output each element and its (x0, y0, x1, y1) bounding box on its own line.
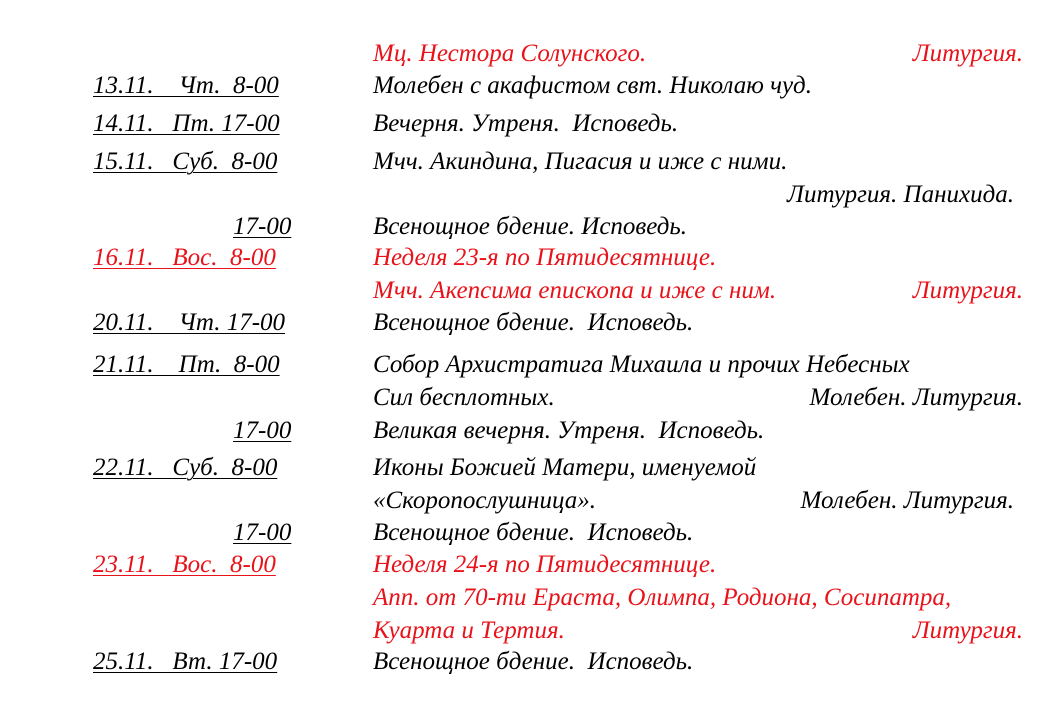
entry-text-continued: Куарта и Тертия. (373, 617, 565, 644)
entry-text: Всенощное бдение. Исповедь. (373, 648, 694, 675)
entry-time: 17-00 (233, 213, 292, 240)
service-label: Литургия. (912, 40, 1023, 67)
service-label: Литургия. Панихида. (787, 181, 1014, 208)
entry-date: 15.11. Суб. 8-00 (93, 148, 278, 175)
entry-date: 22.11. Суб. 8-00 (93, 454, 278, 481)
entry-date: 13.11. Чт. 8-00 (93, 72, 279, 99)
entry-text: Всенощное бдение. Исповедь. (373, 213, 688, 240)
entry-text: Иконы Божией Матери, именуемой (373, 454, 757, 481)
entry-date: 25.11. Вт. 17-00 (93, 648, 278, 675)
entry-time: 17-00 (233, 519, 292, 546)
service-label: Молебен. Литургия. (809, 384, 1023, 411)
entry-date: 14.11. Пт. 17-00 (93, 110, 280, 137)
entry-text: Неделя 24-я по Пятидесятнице. (373, 551, 717, 578)
entry-text: Мц. Нестора Солунского. (373, 40, 647, 67)
entry-date: 20.11. Чт. 17-00 (93, 309, 286, 336)
service-label: Молебен. Литургия. (800, 487, 1014, 514)
entry-text: Великая вечерня. Утреня. Исповедь. (373, 417, 765, 444)
entry-text: Неделя 23-я по Пятидесятнице. (373, 244, 717, 271)
entry-text-continued: Апп. от 70-ти Ераста, Олимпа, Родиона, Сосипатра, (373, 584, 952, 611)
entry-text-continued: Мчч. Акепсима епископа и иже с ним. (373, 277, 777, 304)
service-label: Литургия. (912, 617, 1023, 644)
entry-text-continued: Сил бесплотных. (373, 384, 555, 411)
entry-text: Всенощное бдение. Исповедь. (373, 309, 694, 336)
service-label: Литургия. (912, 277, 1023, 304)
entry-text: Мчч. Акиндина, Пигасия и иже с ними. (373, 148, 788, 175)
entry-date: 16.11. Вос. 8-00 (93, 244, 276, 271)
entry-time: 17-00 (233, 417, 292, 444)
entry-text-continued: «Скоропослушница». (373, 487, 597, 514)
entry-text: Собор Архистратига Михаила и прочих Небесных (373, 351, 910, 378)
entry-text: Молебен с акафистом свт. Николаю чуд. (373, 72, 812, 99)
entry-text: Всенощное бдение. Исповедь. (373, 519, 694, 546)
entry-date: 21.11. Пт. 8-00 (93, 351, 280, 378)
entry-date: 23.11. Вос. 8-00 (93, 551, 276, 578)
entry-text: Вечерня. Утреня. Исповедь. (373, 110, 679, 137)
